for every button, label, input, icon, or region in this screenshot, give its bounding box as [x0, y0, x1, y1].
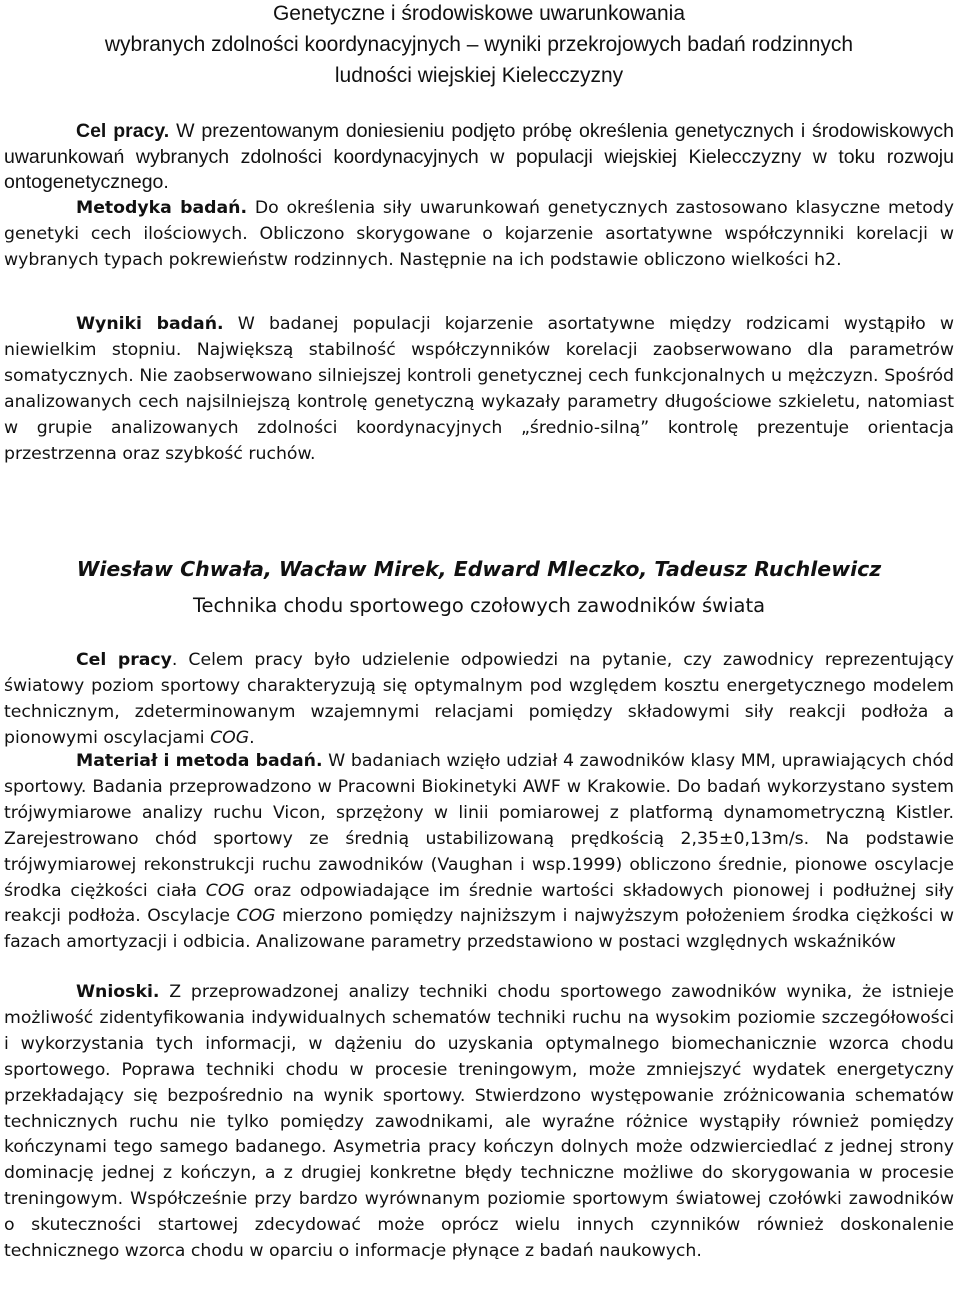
doc2-cel-text: . Celem pracy było udzielenie odpowiedzi na pytanie, czy zawodnicy reprezentujący światowy poziom sportowy charakteryzują się optymalnym pod względem kosztu energetycznego modelem technicznym, zdeterminowanym wzajemnymi relacjami pomiędzy składowymi siły reakcji podłoża a pionowymi oscylacjami [4, 650, 955, 748]
doc2-cel-end: . [249, 727, 255, 748]
doc2-cel-label: Cel pracy [76, 650, 172, 670]
doc2-cel-paragraph [4, 648, 954, 752]
doc1-metodyka-paragraph [4, 196, 954, 274]
doc2-material-cog-1: COG [205, 880, 245, 901]
doc2-material-text-2: oraz odpowiadające im średnie wartości składowych pionowej i podłużnej siły reakcji podłoża. Oscylacje [4, 880, 954, 927]
doc1-metodyka-label: Metodyka badań. [76, 198, 248, 218]
doc1-title [4, 0, 954, 91]
doc1-wyniki-paragraph [4, 312, 954, 467]
doc2-authors: Wiesław Chwała, Wacław Mirek, Edward Mleczko, Tadeusz Ruchlewicz [76, 557, 882, 581]
doc2-cel-cog: COG [210, 727, 250, 748]
doc1-cel-label: Cel pracy. [76, 120, 170, 142]
doc1-wyniki-label: Wyniki badań. [76, 314, 224, 334]
doc1-metodyka-text: Do określenia siły uwarunkowań genetycznych zastosowano klasyczne metody genetyki cech ilościowych. Obliczono skorygowane o kojarzenie asortatywne współczynniki korelacji w wybranych typach pokrewieństw rodzinnych. Następnie na ich podstawie obliczono wielkości h2. [4, 198, 954, 270]
doc2-wnioski-paragraph [4, 980, 954, 1265]
doc1-cel-paragraph [4, 119, 954, 196]
doc2-wnioski-label: Wnioski. [76, 982, 160, 1002]
doc2-title: Technika chodu sportowego czołowych zawodników świata [192, 594, 766, 617]
doc1-cel-text: W prezentowanym doniesieniu podjęto próbę określenia genetycznych i środowiskowych uwarunkowań wybranych zdolności koordynacyjnych w populacji wiejskiej Kielecczyzny w toku rozwoju ontogenetycznego. [4, 120, 954, 194]
doc2-wnioski-text: Z przeprowadzonej analizy techniki chodu sportowego zawodników wynika, że istnieje możliwość zidentyfikowania indywidualnych schematów techniki ruchu na wysokim poziomie szczegółowości i wykorzystania tych informacji, w dążeniu do uzyskania optymalnego biomechanicznie wzorca chodu sportowego. Poprawa techniki chodu w procesie treningowym, może zmniejszyć wydatek energetyczny przekładający się bezpośrednio na wynik sportowy. Stwierdzono występowanie zróżnicowania schematów technicznych ruchu nie tylko pomiędzy zawodnikami, ale wyraźne różnice wystąpiły również pomiędzy kończynami tego samego badanego. Asymetria pracy kończyn dolnych może odzwierciedlać z jednej strony dominację jednej z kończyn, a z drugiej konkretne błędy techniczne możliwe do skorygowania w procesie treningowym. Współcześnie przy bardzo wyrównanym poziomie sportowym światowej czołówki zawodników o skuteczności startowej zdecydować może oprócz wielu innych czynników również doskonalenie technicznego wzorca chodu w oparciu o informacje płynące z badań naukowych. [4, 982, 954, 1262]
doc2-material-paragraph [4, 749, 954, 956]
doc2-material-cog-2: COG [236, 906, 276, 927]
doc2-material-label: Materiał i metoda badań. [76, 751, 323, 771]
doc1-wyniki-text: W badanej populacji kojarzenie asortatywne między rodzicami wystąpiło w niewielkim stopniu. Największą stabilność współczynników korelacji zaobserwowano dla parametrów somatycznych. Nie zaobserwowano silniejszej kontroli genetycznej cech funkcjonalnych u mężczyzn. Spośród analizowanych cech najsilniejszą kontrolę genetyczną wykazały parametry długościowe szkieletu, natomiast w grupie analizowanych zdolności koordynacyjnych „średnio-silną” kontrolę prezentuje orientacja przestrzenna oraz szybkość ruchów. [4, 314, 955, 464]
doc1-title-line-3: ludności wiejskiej Kielecczyzny [334, 64, 624, 87]
doc1-title-line-1: Genetyczne i środowiskowe uwarunkowania [272, 2, 686, 25]
doc1-title-line-2: wybranych zdolności koordynacyjnych – wyniki przekrojowych badań rodzinnych [104, 33, 854, 56]
doc2-material-text-3: mierzono pomiędzy najniższym i najwyższym położeniem środka ciężkości w fazach amortyzacji i odbicia. Analizowane parametry przedstawiono w postaci względnych wskaźników [4, 906, 954, 953]
doc2-material-text-1: W badaniach wzięło udział 4 zawodników klasy MM, uprawiających chód sportowy. Badania przeprowadzono w Pracowni Biokinetyki AWF w Krakowie. Do badań wykorzystano system trójwymiarowe analizy ruchu Vicon, sprzężony w linii pomiarowej z platformą dynamometryczną Kistler. Zarejestrowano chód sportowy ze średnią ustabilizowaną prędkością 2,35±0,13m/s. Na podstawie trójwymiarowej rekonstrukcji ruchu zawodników (Vaughan i wsp.1999) obliczono średnie, pionowe oscylacje środka ciężkości ciała [4, 751, 954, 901]
